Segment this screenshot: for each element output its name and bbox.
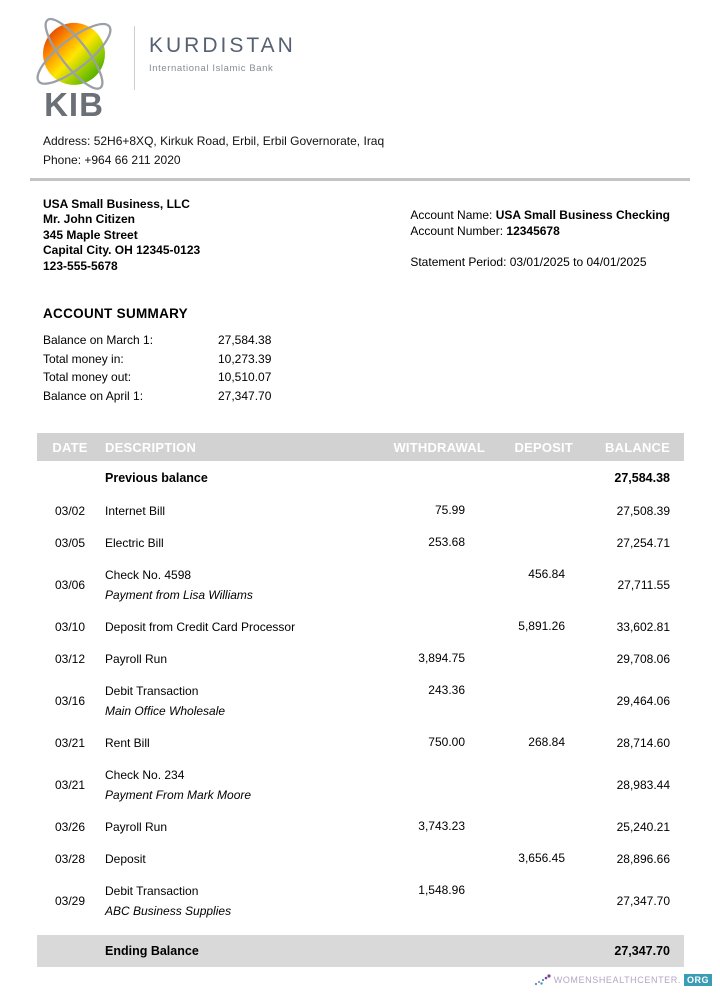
tx-deposit: 3,656.45 [518,851,565,865]
summary-value: 10,510.07 [218,370,272,384]
tx-date: 03/16 [54,694,86,708]
ending-balance-value: 27,347.70 [573,935,684,967]
tx-date: 03/29 [54,894,86,908]
tx-balance: 27,254.71 [616,536,670,550]
previous-balance-value: 27,584.38 [614,471,670,485]
transaction-row [37,843,684,875]
account-number-value: 12345678 [506,224,560,238]
transaction-row [37,611,684,643]
statement-header [0,0,720,123]
tx-note: Payment From Mark Moore [105,788,252,802]
account-summary-title: ACCOUNT SUMMARY [43,306,188,321]
transaction-row [37,675,684,727]
tx-balance: 27,711.55 [617,578,670,592]
summary-row [43,350,720,369]
transaction-row [37,875,684,927]
previous-balance-label: Previous balance [105,471,208,485]
tx-date: 03/06 [54,578,86,592]
tx-description: Payroll Run [105,820,168,834]
tx-description: Check No. 234 [105,768,185,782]
tx-deposit [485,759,573,811]
tx-withdrawal [357,559,485,611]
tx-note: Payment from Lisa Williams [105,588,253,602]
watermark-dots-icon [534,972,552,987]
tx-balance: 25,240.21 [616,820,670,834]
column-header-balance: BALANCE [573,433,684,461]
ending-balance-label: Ending Balance [103,935,357,967]
watermark [534,972,712,987]
transaction-row [37,495,684,527]
tx-description: Deposit from Credit Card Processor [105,620,296,634]
summary-label: Total money out: [43,370,132,384]
transaction-rows [37,461,684,927]
summary-label: Balance on April 1: [43,388,144,403]
summary-label: Balance on March 1: [43,333,154,347]
customer-line: Mr. John Citizen [43,212,136,226]
column-header-deposit: DEPOSIT [485,433,573,461]
tx-description: Electric Bill [105,536,164,550]
tx-balance: 28,983.44 [616,778,670,792]
tx-date: 03/10 [54,620,86,634]
transaction-row [37,727,684,759]
tx-note: ABC Business Supplies [105,904,232,918]
tx-withdrawal [357,843,485,875]
tx-balance: 28,896.66 [616,852,670,866]
kib-globe-icon [31,14,117,92]
brand-divider [134,26,135,90]
statement-period: Statement Period: 03/01/2025 to 04/01/2025 [410,254,647,269]
customer-line: 345 Maple Street [43,227,138,242]
account-name-label: Account Name: [410,207,496,222]
bank-phone: Phone: +964 66 211 2020 [43,153,181,167]
account-name-line [410,207,670,224]
watermark-text: WOMENSHEALTHCENTER. [553,974,681,985]
transaction-row [37,527,684,559]
tx-withdrawal: 3,894.75 [418,651,465,665]
bank-address: Address: 52H6+8XQ, Kirkuk Road, Erbil, Erbil Governorate, Iraq [43,134,385,148]
tx-balance: 29,708.06 [616,652,670,666]
tx-balance: 28,714.60 [616,736,670,750]
bank-logo [30,14,118,123]
tx-description: Internet Bill [105,504,166,518]
ending-balance-row [37,935,684,967]
column-header-date: DATE [37,433,103,461]
tx-date: 03/28 [54,852,86,866]
tx-deposit [485,495,573,527]
tx-description: Payroll Run [105,652,168,666]
tx-date: 03/21 [54,736,86,750]
tx-deposit: 5,891.26 [518,619,565,633]
previous-balance-row [37,461,684,495]
transaction-row [37,811,684,843]
column-header-withdrawal: WITHDRAWAL [357,433,485,461]
tx-description: Deposit [105,852,146,866]
tx-withdrawal: 243.36 [428,683,465,697]
transaction-row [37,559,684,611]
bank-name-block [149,34,296,74]
tx-balance: 33,602.81 [616,620,670,634]
tx-deposit [485,643,573,675]
summary-row [43,387,720,406]
transaction-row [37,643,684,675]
account-summary-table [0,321,720,405]
tx-balance: 27,508.39 [616,504,670,518]
tx-description: Rent Bill [105,736,150,750]
spacer-row [37,927,684,935]
summary-label: Total money in: [43,351,124,366]
customer-line: 123-555-5678 [43,258,118,273]
tx-balance: 27,347.70 [616,894,670,908]
tx-withdrawal: 1,548.96 [418,883,465,897]
watermark-org-badge: ORG [684,974,712,986]
tx-date: 03/26 [54,820,86,834]
tx-deposit [485,675,573,727]
account-number-label: Account Number: [410,224,507,238]
tx-description: Debit Transaction [105,684,199,698]
tx-withdrawal [357,611,485,643]
tx-date: 03/21 [54,778,86,792]
summary-value: 27,347.70 [218,388,272,403]
tx-deposit [485,811,573,843]
tx-date: 03/02 [54,504,86,518]
tx-deposit: 268.84 [528,735,565,749]
tx-deposit: 456.84 [528,567,565,581]
summary-row [43,368,720,387]
transactions-table [37,433,684,967]
tx-withdrawal [357,759,485,811]
bank-name: KURDISTAN [149,34,296,57]
info-section [0,181,720,275]
tx-withdrawal: 75.99 [434,503,465,517]
customer-line: USA Small Business, LLC [43,196,190,211]
transactions-table-footer [37,927,684,967]
tx-deposit [485,527,573,559]
customer-line: Capital City. OH 12345-0123 [43,243,201,257]
customer-address-block [43,197,200,275]
tx-description: Check No. 4598 [105,568,192,582]
tx-deposit [485,875,573,927]
account-info-block [410,207,670,275]
tx-note: Main Office Wholesale [105,704,226,718]
bank-contact [0,120,720,170]
account-number-line [410,223,670,240]
summary-value: 27,584.38 [218,333,272,347]
tx-description: Debit Transaction [105,884,199,898]
bank-subtitle: International Islamic Bank [149,63,274,74]
summary-value: 10,273.39 [218,351,272,366]
tx-withdrawal: 750.00 [428,735,465,749]
transactions-table-header [37,433,684,461]
tx-withdrawal: 253.68 [428,535,465,549]
tx-withdrawal: 3,743.23 [418,819,465,833]
column-header-description: DESCRIPTION [103,433,357,461]
account-name-value: USA Small Business Checking [495,207,670,222]
tx-balance: 29,464.06 [616,694,670,708]
summary-row [43,331,720,350]
tx-date: 03/05 [54,536,86,550]
bank-logo-text: KIB [44,86,104,123]
tx-date: 03/12 [54,652,86,666]
transaction-row [37,759,684,811]
